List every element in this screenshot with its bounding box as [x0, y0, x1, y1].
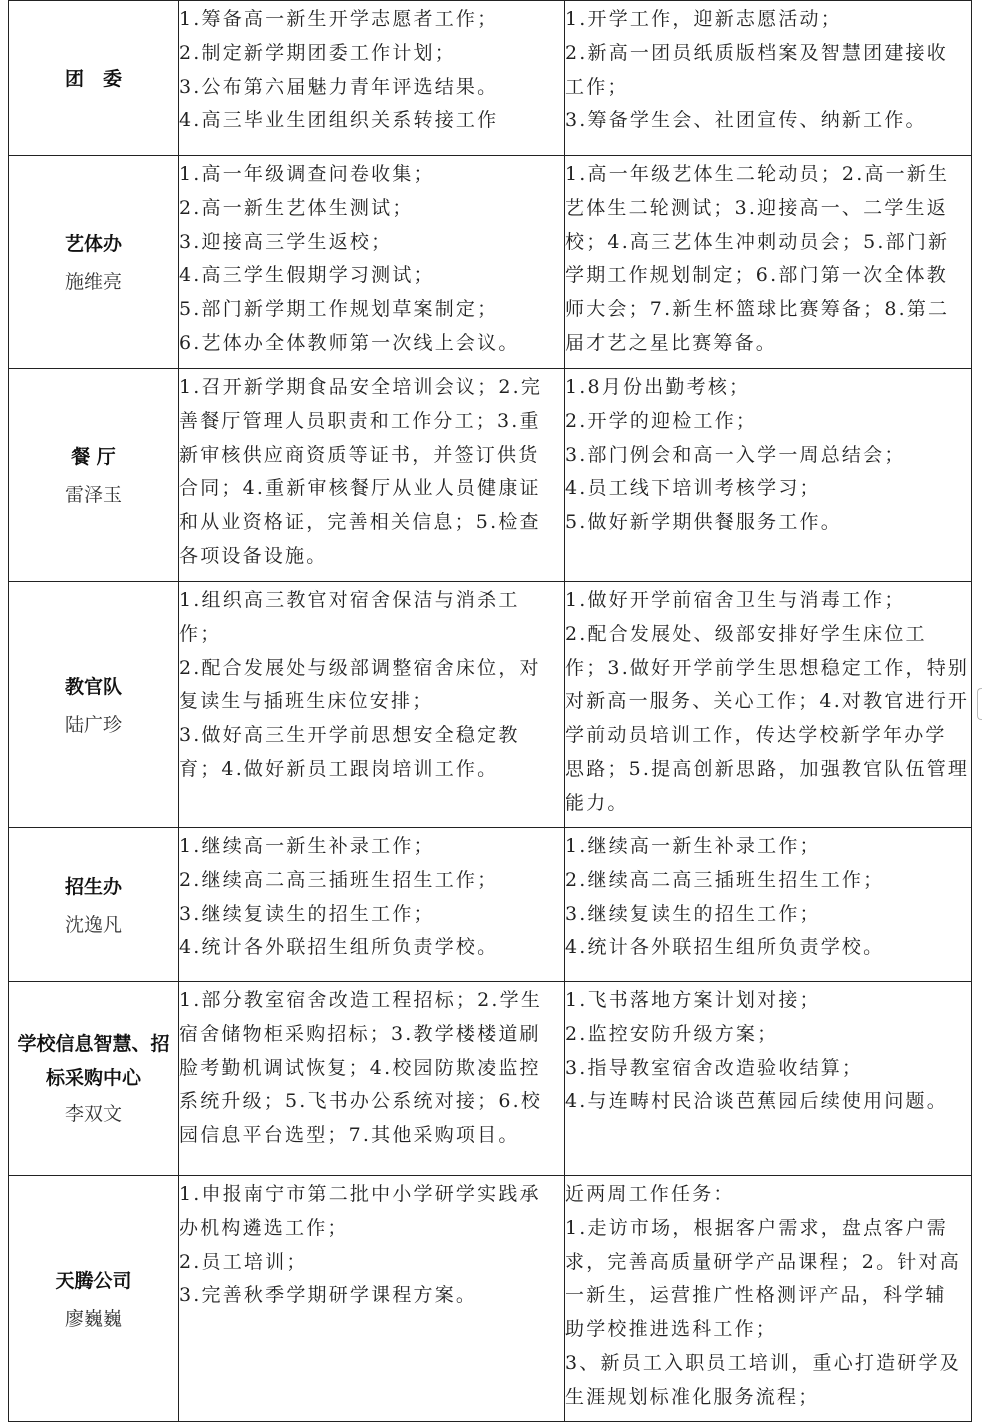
task-line: 2.配合发展处与级部调整宿舍床位，对 [179, 656, 541, 679]
department-cell [9, 156, 179, 369]
department-name: 教官队 [64, 675, 122, 698]
department-work-table [8, 0, 972, 1422]
task-line: 生涯规划标准化服务流程； [565, 1385, 820, 1408]
task-line: 宿舍储物柜采购招标；3.教学楼楼道刷 [179, 1022, 541, 1045]
task-line: 3.指导教室宿舍改造验收结算； [565, 1056, 864, 1079]
completed-work-cell [179, 828, 565, 982]
task-line: 3.部门例会和高一入学一周总结会； [565, 443, 906, 466]
department-head: 沈逸凡 [64, 913, 122, 936]
planned-work-cell [565, 1, 972, 156]
table-row [9, 1, 972, 156]
task-line: 2.新高一团员纸质版档案及智慧团建接收 [565, 41, 948, 64]
task-line: 艺体生二轮测试；3.迎接高一、二学生返 [565, 196, 948, 219]
task-line: 2.员工培训； [179, 1250, 308, 1273]
task-line: 合同；4.重新审核餐厅从业人员健康证 [179, 477, 541, 500]
department-head: 李双文 [64, 1102, 122, 1125]
task-line: 6.艺体办全体教师第一次线上会议。 [179, 331, 520, 354]
department-head: 施维亮 [64, 271, 122, 293]
task-line: 1.高一年级调查问卷收集； [179, 163, 435, 185]
task-line: 助学校推进选科工作； [565, 1318, 778, 1341]
planned-work-cell [565, 1176, 972, 1422]
task-line: 工作； [565, 75, 629, 98]
table-row [9, 982, 972, 1176]
task-line: 2.配合发展处、级部安排好学生床位工 [565, 622, 927, 645]
task-line: 2.开学的迎检工作； [565, 409, 758, 432]
task-line: 学前动员培训工作，传达学校新学年办学 [565, 724, 947, 747]
task-line: 1.8月份出勤考核； [565, 376, 751, 398]
task-line: 学期工作规划制定；6.部门第一次全体教 [565, 264, 948, 287]
department-cell [9, 1, 179, 156]
page-edge-handle[interactable] [977, 688, 982, 720]
department-cell [9, 369, 179, 582]
task-line: 各项设备设施。 [179, 544, 328, 567]
task-line: 新审核供应商资质等证书，并签订供货 [179, 443, 540, 466]
task-line: 1.做好开学前宿舍卫生与消毒工作； [565, 589, 906, 611]
department-cell [9, 582, 179, 828]
task-line: 1.继续高一新生补录工作； [565, 835, 821, 857]
department-name: 餐 厅 [71, 446, 116, 468]
department-name: 天腾公司 [55, 1269, 132, 1292]
task-line: 1.筹备高一新生开学志愿者工作； [179, 8, 499, 30]
task-line: 作；3.做好开学前学生思想稳定工作，特别 [565, 656, 970, 679]
task-line: 育；4.做好新员工跟岗培训工作。 [179, 757, 499, 780]
task-line: 1.召开新学期食品安全培训会议；2.完 [179, 376, 543, 398]
planned-work-cell [565, 582, 972, 828]
department-cell [9, 828, 179, 982]
task-line: 1.申报南宁市第二批中小学研学实践承 [179, 1183, 541, 1205]
department-name: 招生办 [64, 875, 122, 898]
task-line: 2.监控安防升级方案； [565, 1022, 779, 1045]
department-cell [9, 982, 179, 1176]
task-line: 4.员工线下培训考核学习； [565, 477, 821, 500]
task-line: 3.筹备学生会、社团宣传、纳新工作。 [565, 109, 927, 132]
task-line: 近两周工作任务： [565, 1183, 735, 1205]
task-line: 作； [179, 622, 222, 645]
task-line: 一新生，运营推广性格测评产品，科学辅 [565, 1284, 947, 1307]
task-line: 1.开学工作，迎新志愿活动； [565, 8, 842, 30]
planned-work-cell [565, 156, 972, 369]
task-line: 3.公布第六届魅力青年评选结果。 [179, 75, 499, 98]
task-line: 求，完善高质量研学产品课程；2。针对高 [565, 1250, 961, 1273]
task-line: 2.高一新生艺体生测试； [179, 196, 414, 219]
task-line: 3.继续复读生的招生工作； [179, 902, 435, 925]
task-line: 校；4.高三艺体生冲刺动员会；5.部门新 [565, 230, 950, 253]
table-row [9, 156, 972, 369]
task-line: 2.继续高二高三插班生招生工作； [179, 868, 499, 891]
table-row [9, 369, 972, 582]
task-line: 5.做好新学期供餐服务工作。 [565, 511, 842, 534]
table-row [9, 828, 972, 982]
task-line: 1.继续高一新生补录工作； [179, 835, 435, 857]
task-line: 1.组织高三教官对宿舍保洁与消杀工 [179, 589, 520, 611]
department-head: 陆广珍 [64, 713, 122, 736]
planned-work-cell [565, 828, 972, 982]
department-head: 雷泽玉 [64, 484, 122, 506]
task-line: 善餐厅管理人员职责和工作分工；3.重 [179, 409, 541, 432]
table-row [9, 1176, 972, 1422]
completed-work-cell [179, 582, 565, 828]
task-line: 4.高三学生假期学习测试； [179, 264, 435, 287]
department-head: 廖巍巍 [64, 1307, 122, 1330]
task-line: 3.做好高三生开学前思想安全稳定教 [179, 724, 520, 747]
completed-work-cell [179, 156, 565, 369]
task-line: 系统升级；5.飞书办公系统对接；6.校 [179, 1090, 543, 1113]
task-line: 届才艺之星比赛筹备。 [565, 331, 778, 354]
task-line: 1.走访市场，根据客户需求，盘点客户需 [565, 1216, 948, 1239]
completed-work-cell [179, 1, 565, 156]
department-name: 学校信息智慧、招标采购中心 [17, 1032, 170, 1089]
task-line: 能力。 [565, 791, 629, 814]
task-line: 思路；5.提高创新思路，加强教官队伍管理 [565, 757, 970, 780]
task-line: 园信息平台选型；7.其他采购项目。 [179, 1124, 520, 1147]
task-line: 2.制定新学期团委工作计划； [179, 41, 456, 64]
task-line: 脸考勤机调试恢复；4.校园防欺凌监控 [179, 1056, 541, 1079]
table-body [9, 1, 972, 1422]
task-line: 4.统计各外联招生组所负责学校。 [179, 936, 499, 959]
completed-work-cell [179, 369, 565, 582]
task-line: 1.飞书落地方案计划对接； [565, 989, 821, 1011]
task-line: 复读生与插班生床位安排； [179, 690, 434, 713]
task-line: 2.继续高二高三插班生招生工作； [565, 868, 885, 891]
task-line: 3、新员工入职员工培训，重心打造研学及 [565, 1351, 961, 1374]
task-line: 3.继续复读生的招生工作； [565, 902, 821, 925]
task-line: 3.完善秋季学期研学课程方案。 [179, 1284, 478, 1307]
table-row [9, 582, 972, 828]
task-line: 5.部门新学期工作规划草案制定； [179, 298, 499, 321]
task-line: 办机构遴选工作； [179, 1216, 349, 1239]
department-name: 艺体办 [64, 233, 122, 255]
task-line: 4.高三毕业生团组织关系转接工作 [179, 109, 499, 132]
task-line: 4.统计各外联招生组所负责学校。 [565, 936, 885, 959]
task-line: 1.部分教室宿舍改造工程招标；2.学生 [179, 989, 543, 1011]
task-line: 4.与连畴村民洽谈芭蕉园后续使用问题。 [565, 1090, 948, 1113]
department-cell [9, 1176, 179, 1422]
planned-work-cell [565, 982, 972, 1176]
task-line: 3.迎接高三学生返校； [179, 230, 393, 253]
completed-work-cell [179, 982, 565, 1176]
completed-work-cell [179, 1176, 565, 1422]
task-line: 对新高一服务、关心工作；4.对教官进行开 [565, 690, 970, 713]
task-line: 1.高一年级艺体生二轮动员；2.高一新生 [565, 163, 950, 185]
task-line: 师大会；7.新生杯篮球比赛筹备；8.第二 [565, 298, 950, 321]
planned-work-cell [565, 369, 972, 582]
task-line: 和从业资格证，完善相关信息；5.检查 [179, 511, 541, 534]
department-name: 团 委 [64, 68, 122, 90]
